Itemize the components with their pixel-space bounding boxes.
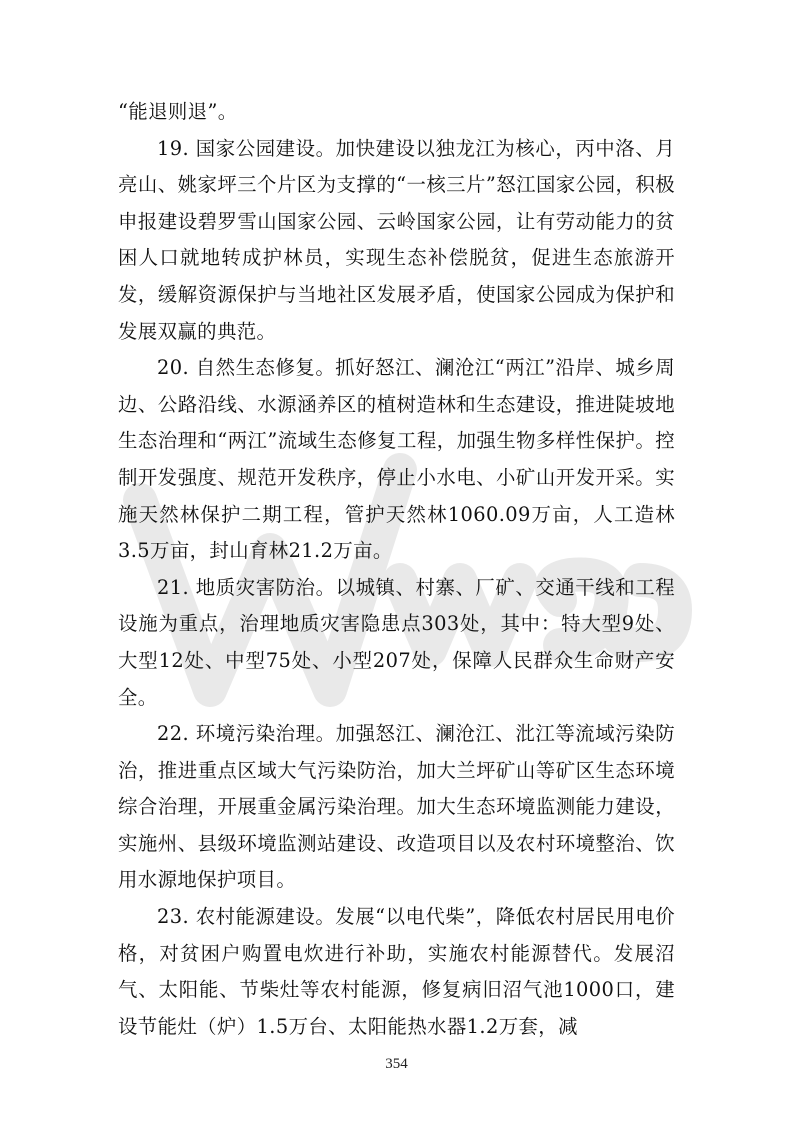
paragraph-23-text: 发展“以电代柴”，降低农村居民用电价格，对贫困户购置电炊进行补助，实施农村能源替代。发展沼气、太阳能、节柴灶等农村能源，修复病旧沼气池1000口，建设节能灶（炉）1.5万台、太阳能热水器1.2万套，减 [118, 905, 675, 1038]
paragraph-0 [118, 94, 675, 131]
paragraph-22-heading: 22. 环境污染治理。 [157, 722, 336, 746]
paragraph-20-text: 抓好怒江、澜沧江“两江”沿岸、城乡周边、公路沿线、水源涵养区的植树造林和生态建设，推进陡坡地生态治理和“两江”流域生态修复工程，加强生物多样性保护。控制开发强度、规范开发秩序，停止小水电、小矿山开发开采。实施天然林保护二期工程，管护天然林1060.09万亩，人工造林3.5万亩，封山育林21.2万亩。 [118, 356, 675, 563]
paragraph-22 [118, 716, 675, 899]
paragraph-23 [118, 899, 675, 1045]
paragraph-20-heading: 20. 自然生态修复。 [157, 356, 336, 380]
paragraph-19 [118, 131, 675, 351]
paragraph-19-heading: 19. 国家公园建设。 [157, 136, 336, 160]
paragraph-23-heading: 23. 农村能源建设。 [157, 905, 336, 929]
paragraph-21 [118, 570, 675, 716]
paragraph-20 [118, 350, 675, 570]
paragraph-19-text: 加快建设以独龙江为核心，丙中洛、月亮山、姚家坪三个片区为支撑的“一核三片”怒江国家公园，积极申报建设碧罗雪山国家公园、云岭国家公园，让有劳动能力的贫困人口就地转成护林员，实现生态补偿脱贫，促进生态旅游开发，缓解资源保护与当地社区发展矛盾，使国家公园成为保护和发展双赢的典范。 [118, 136, 675, 343]
paragraph-22-text: 加强怒江、澜沧江、沘江等流域污染防治，推进重点区域大气污染防治，加大兰坪矿山等矿区生态环境综合治理，开展重金属污染治理。加大生态环境监测能力建设，实施州、县级环境监测站建设、改造项目以及农村环境整治、饮用水源地保护项目。 [118, 722, 675, 892]
paragraph-21-text: 以城镇、村寨、厂矿、交通干线和工程设施为重点，治理地质灾害隐患点303处，其中：特大型9处、大型12处、中型75处、小型207处，保障人民群众生命财产安全。 [118, 575, 675, 709]
paragraph-0-text: “能退则退”。 [118, 100, 238, 123]
body-text [118, 94, 675, 1045]
paragraph-21-heading: 21. 地质灾害防治。 [157, 575, 336, 599]
page-number: 354 [385, 1056, 408, 1072]
